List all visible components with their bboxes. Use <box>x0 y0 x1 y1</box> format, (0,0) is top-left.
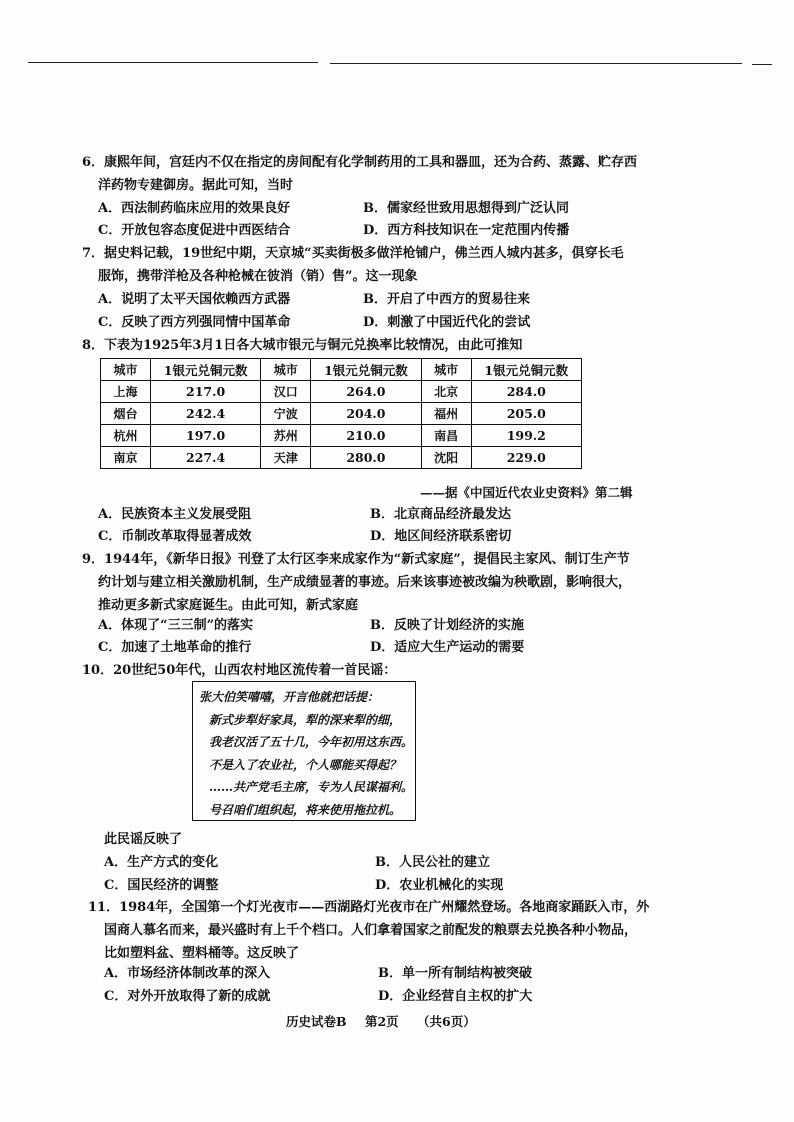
q6-option-a[interactable]: A．西法制药临床应用的效果良好 <box>98 201 291 216</box>
page-footer <box>286 1012 490 1030</box>
q8-option-c[interactable]: C．币制改革取得显著成效 <box>98 529 252 544</box>
q11-option-c[interactable]: C．对外开放取得了新的成就 <box>104 989 271 1004</box>
table-cell: 284.0 <box>471 381 581 403</box>
table-cell: 天津 <box>261 447 311 469</box>
q9-option-c[interactable]: C．加速了土地革命的推行 <box>98 640 252 655</box>
table-row <box>101 425 582 447</box>
table-cell: 南昌 <box>421 425 471 447</box>
footer-subject: 历史试卷B <box>286 1014 347 1029</box>
table-cell: 杭州 <box>101 425 151 447</box>
q11-option-a[interactable]: A．市场经济体制改革的深入 <box>104 966 271 981</box>
q7-stem-line1: 7．据史料记载，19世纪中期，天京城“买卖街极多做洋枪铺户，佛兰西人城内甚多，俱穿长毛 <box>82 246 624 261</box>
top-rule-right <box>330 63 742 64</box>
table-cell: 227.4 <box>150 447 260 469</box>
q9-stem-line1: 9．1944年，《新华日报》刊登了太行区李来成家作为“新式家庭”，提倡民主家风、制订生产节 <box>82 552 630 567</box>
top-rule-end <box>752 64 772 65</box>
q10-option-d[interactable]: D．农业机械化的实现 <box>375 878 504 893</box>
q11-stem-line2: 国商人慕名而来，最兴盛时有上千个档口。人们拿着国家之前配发的粮票去兑换各种小物品， <box>104 923 638 938</box>
folk-song-line: 号召咱们组织起，将来使用拖拉机。 <box>209 802 402 817</box>
q7-option-d[interactable]: D．刺激了中国近代化的尝试 <box>363 315 531 330</box>
table-header-row <box>101 359 582 381</box>
q6-stem-line1: 6．康熙年间，宫廷内不仅在指定的房间配有化学制药用的工具和器皿，还为合药、蒸露、贮存西 <box>82 155 638 170</box>
table-cell: 264.0 <box>311 381 421 403</box>
table-cell: 北京 <box>421 381 471 403</box>
table-cell: 280.0 <box>311 447 421 469</box>
folk-song-line: 我老汉活了五十几，今年初用这东西。 <box>209 735 414 749</box>
footer-total: （共6页） <box>417 1014 476 1029</box>
table-header-cell: 城市 <box>261 359 311 381</box>
q9-option-d[interactable]: D．适应大生产运动的需要 <box>370 640 525 655</box>
table-header-cell: 1银元兑铜元数 <box>471 359 581 381</box>
q7-option-a[interactable]: A．说明了太平天国依赖西方武器 <box>98 292 291 307</box>
table-row <box>101 403 582 425</box>
q6-stem-line2: 洋药物专建御房。据此可知，当时 <box>98 178 294 193</box>
table-cell: 199.2 <box>471 425 581 447</box>
q10-option-c[interactable]: C．国民经济的调整 <box>104 878 219 893</box>
q8-option-a[interactable]: A．民族资本主义发展受阻 <box>98 507 252 522</box>
table-header-cell: 1银元兑铜元数 <box>150 359 260 381</box>
table-cell: 宁波 <box>261 403 311 425</box>
q11-option-b[interactable]: B．单一所有制结构被突破 <box>378 966 532 981</box>
exchange-rate-table <box>100 358 582 469</box>
q10-option-a[interactable]: A．生产方式的变化 <box>104 855 219 870</box>
table-cell: 197.0 <box>150 425 260 447</box>
table-cell: 烟台 <box>101 403 151 425</box>
table-cell: 上海 <box>101 381 151 403</box>
q9-option-b[interactable]: B．反映了计划经济的实施 <box>370 618 524 633</box>
q7-stem-line2: 服饰，携带洋枪及各种枪械在彼消（销）售”。这一现象 <box>98 269 418 284</box>
q8-stem: 8．下表为1925年3月1日各大城市银元与铜元兑换率比较情况，由此可推知 <box>82 338 523 353</box>
table-source: ——据《中国近代农业史资料》第二辑 <box>420 485 633 500</box>
q6-option-c[interactable]: C．开放包容态度促进中西医结合 <box>98 223 291 238</box>
table-header-cell: 1银元兑铜元数 <box>311 359 421 381</box>
q10-stem: 10．20世纪50年代，山西农村地区流传着一首民谣： <box>82 663 397 678</box>
folk-song-line: 张大伯笑嘻嘻，开言他就把话提： <box>199 690 380 704</box>
table-row <box>101 447 582 469</box>
folk-song-box <box>192 681 416 821</box>
top-rule-left <box>28 62 318 63</box>
folk-song-line: 新式步犁好家具，犁的深来犁的细， <box>209 712 402 727</box>
q9-stem-line2: 约计划与建立相关激励机制，生产成绩显著的事迹。后来该事迹被改编为秧歌剧，影响很大， <box>98 575 632 590</box>
footer-page: 第2页 <box>364 1014 399 1029</box>
q11-stem-line3: 比如塑料盆、塑料桶等。这反映了 <box>104 946 300 961</box>
table-cell: 沈阳 <box>421 447 471 469</box>
q7-option-b[interactable]: B．开启了中西方的贸易往来 <box>363 292 530 307</box>
q6-option-b[interactable]: B．儒家经世致用思想得到广泛认同 <box>363 201 569 216</box>
table-cell: 242.4 <box>150 403 260 425</box>
table-cell: 229.0 <box>471 447 581 469</box>
table-cell: 204.0 <box>311 403 421 425</box>
table-cell: 217.0 <box>150 381 260 403</box>
table-cell: 苏州 <box>261 425 311 447</box>
q11-stem-line1: 11．1984年，全国第一个灯光夜市——西湖路灯光夜市在广州耀然登场。各地商家踊跃入市，外 <box>88 900 650 915</box>
q9-option-a[interactable]: A．体现了“三三制”的落实 <box>98 618 254 633</box>
q8-option-b[interactable]: B．北京商品经济最发达 <box>370 507 511 522</box>
q11-option-d[interactable]: D．企业经营自主权的扩大 <box>378 989 533 1004</box>
folk-song-line: 不是入了农业社，个人哪能买得起？ <box>209 757 402 772</box>
table-row <box>101 381 582 403</box>
table-cell: 南京 <box>101 447 151 469</box>
folk-song-line: ……共产党毛主席，专为人民谋福利。 <box>209 780 414 794</box>
q10-after: 此民谣反映了 <box>104 832 183 847</box>
table-header-cell: 城市 <box>101 359 151 381</box>
table-cell: 汉口 <box>261 381 311 403</box>
table-cell: 205.0 <box>471 403 581 425</box>
table-header-cell: 城市 <box>421 359 471 381</box>
table-cell: 210.0 <box>311 425 421 447</box>
q8-option-d[interactable]: D．地区间经济联系密切 <box>370 529 512 544</box>
q10-option-b[interactable]: B．人民公社的建立 <box>375 855 490 870</box>
q7-option-c[interactable]: C．反映了西方列强同情中国革命 <box>98 315 291 330</box>
q6-option-d[interactable]: D．西方科技知识在一定范围内传播 <box>363 223 570 238</box>
q9-stem-line3: 推动更多新式家庭诞生。由此可知，新式家庭 <box>98 598 359 613</box>
table-cell: 福州 <box>421 403 471 425</box>
